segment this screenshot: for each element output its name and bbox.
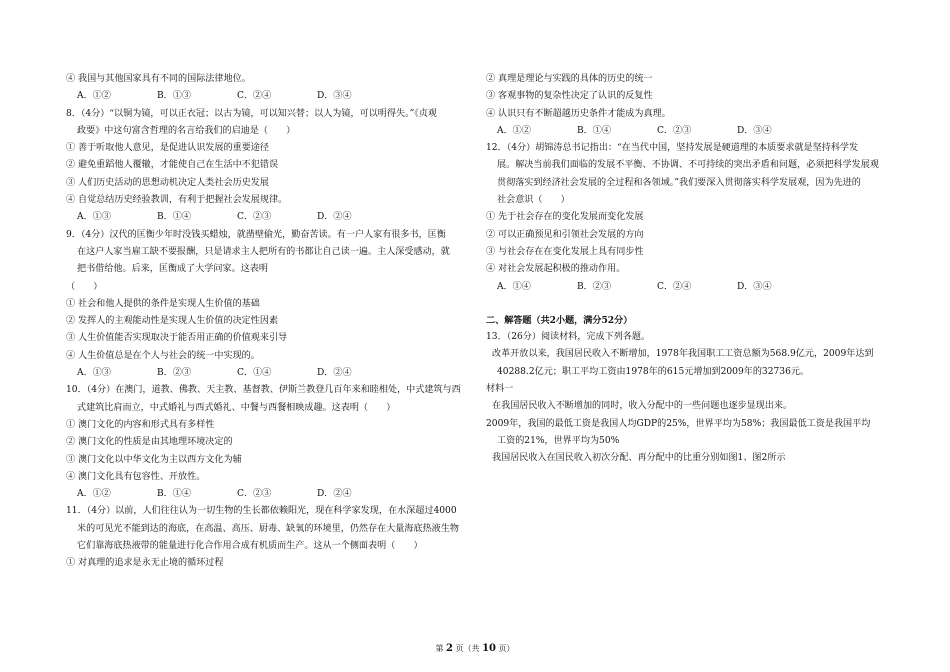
left-column: [66, 71, 471, 573]
footer-prefix: 第: [435, 644, 444, 653]
text-line: ④ 对社会发展起积极的推动作用。: [486, 264, 626, 275]
text-line: 材料一: [486, 384, 514, 395]
footer-total-pages: 10: [482, 643, 496, 654]
answer-option: C．②③: [657, 125, 692, 136]
text-line: 式建筑比肩而立，中式婚礼与西式婚礼、中餐与西餐相映成趣。这表明（ ）: [77, 402, 396, 413]
text-line: 13．（26分）阅读材料，完成下列各题。: [486, 332, 651, 343]
text-line: 政要》中这句富含哲理的名言给我们的启迪是（ ）: [77, 125, 296, 136]
text-line: ② 真理是理论与实践的具体的历史的统一: [486, 74, 653, 84]
answer-options: [486, 123, 896, 140]
text-line: （ ）: [66, 281, 103, 292]
answer-option: D．②④: [317, 212, 352, 223]
answer-options: [66, 88, 471, 105]
answer-option: A．①②: [497, 125, 531, 136]
text-line: ② 避免重蹈他人覆辙，才能使自己在生活中不犯错误: [66, 160, 279, 171]
answer-option: B．②③: [157, 368, 191, 379]
answer-option: C．①④: [237, 368, 272, 379]
text-line: ① 善于听取他人意见，是促进认识发展的重要途径: [66, 143, 269, 154]
answer-option: B．①④: [577, 125, 611, 136]
text-line: 9．（4分）汉代的匡衡少年时没钱买蜡烛，就凿壁偷光，勤奋苦读。有一户人家有很多书，匡衡: [66, 229, 446, 240]
text-line: ① 对真理的追求是永无止境的循环过程: [66, 558, 224, 569]
answer-options: [486, 279, 896, 296]
text-line: ④ 自觉总结历史经验教训，有利于把握社会发展规律。: [66, 195, 288, 206]
text-line: ③ 与社会存在在变化发展上具有同步性: [486, 246, 644, 257]
text-line: 贯彻落实到经济社会发展的全过程和各领域。”我们要深入贯彻落实科学发展观，因为先进的: [497, 177, 861, 188]
answer-option: A．①④: [497, 281, 531, 292]
text-line: 11．（4分）以前，人们往往认为一切生物的生长都依赖阳光，现在科学家发现，在水深超过4000: [66, 506, 457, 517]
text-line: 10．（4分）在澳门，道教、佛教、天主教、基督教、伊斯兰教登几百年来和睦相处，中式建筑与西: [66, 385, 461, 396]
text-line: ② 发挥人的主观能动性是实现人生价值的决定性因素: [66, 316, 279, 327]
answer-option: D．②④: [317, 489, 352, 500]
text-line: 社会意识（ ）: [497, 195, 570, 206]
answer-option: B．①④: [157, 489, 191, 500]
answer-option: C．②③: [237, 212, 272, 223]
text-line: 在我国居民收入不断增加的同时，收入分配中的一些问题也逐步显现出来。: [492, 401, 793, 412]
answer-option: A．①③: [77, 368, 111, 379]
text-line: ④ 人生价值总是在个人与社会的统一中实现的。: [66, 350, 260, 361]
answer-option: D．③④: [737, 125, 772, 136]
answer-option: B．①③: [157, 91, 191, 102]
text-line: 改革开放以来，我国居民收入不断增加，1978年我国职工工资总额为568.9亿元，2009年达到: [492, 349, 874, 360]
text-line: ③ 人们历史活动的思想动机决定人类社会历史发展: [66, 177, 269, 188]
section-heading: 二、解答题（共2小题，满分52分）: [486, 314, 633, 326]
answer-option: D．③④: [737, 281, 772, 292]
text-line: ③ 客观事物的复杂性决定了认识的反复性: [486, 91, 653, 102]
answer-option: C．②④: [237, 91, 272, 102]
text-line: 40288.2亿元；职工平均工资由1978年的615元增加到2009年的32736元。: [497, 366, 810, 377]
answer-option: A．①②: [77, 489, 111, 500]
text-line: 2009年，我国的最低工资是我国人均GDP的25%，世界平均为58%；我国最低工资是我国平均: [486, 418, 871, 429]
text-line: ④ 澳门文化具有包容性、开放性。: [66, 471, 206, 482]
text-line: ① 澳门文化的内容和形式具有多样性: [66, 419, 215, 430]
text-line: ② 澳门文化的性质是由其地理环境决定的: [66, 437, 233, 448]
text-line: 米的可见光不能到达的海底，在高温、高压、厨毒、缺氧的环境里，仍然存在大量海底热液生物: [77, 523, 459, 534]
text-line: ① 先于社会存在的变化发展而变化发展: [486, 212, 644, 223]
text-line: ④ 我国与其他国家具有不同的国际法律地位。: [66, 74, 251, 84]
text-line: 把书借给他。后来，匡衡成了大学问家。这表明: [77, 264, 268, 275]
text-line: ④ 认识只有不断超越历史条件才能成为真理。: [486, 108, 671, 119]
answer-option: D．③④: [317, 91, 352, 102]
text-line: ① 社会和他人提供的条件是实现人生价值的基础: [66, 298, 260, 309]
answer-option: C．②④: [657, 281, 692, 292]
answer-options: [66, 209, 471, 226]
answer-option: B．①④: [157, 212, 191, 223]
text-line: 我国居民收入在国民收入初次分配、再分配中的比重分别如图1、图2所示: [492, 453, 786, 464]
footer-page-number: 2: [446, 643, 453, 654]
spacer: [486, 296, 896, 304]
text-line: ③ 澳门文化以中华文化为主以西方文化为辅: [66, 454, 242, 465]
text-line: 它们靠海底热液带的能量进行化合作用合成有机质而生产。这从一个侧面表明（ ）: [77, 541, 423, 552]
text-line: 在这户人家当雇工缺不要报酬，只是请求主人把所有的书都让自己读一遍。主人深受感动，就: [77, 246, 450, 257]
right-column: [486, 71, 896, 468]
text-line: ③ 人生价值能否实现取决于能否用正确的价值观来引导: [66, 333, 288, 344]
answer-options: [66, 365, 471, 382]
text-line: ② 可以正确预见和引领社会发展的方向: [486, 229, 644, 240]
answer-option: C．②③: [237, 489, 272, 500]
answer-option: D．②④: [317, 368, 352, 379]
page-footer: [0, 643, 950, 654]
footer-suffix: 页）: [498, 644, 515, 653]
text-line: 展。解决当前我们面临的发展不平衡、不协调、不可持续的突出矛盾和问题，必须把科学发展观: [497, 160, 879, 171]
text-line: 工资的21%，世界平均为50%: [497, 435, 620, 446]
answer-options: [66, 486, 471, 503]
footer-mid: 页（共: [455, 644, 480, 653]
text-line: 12．（4分）胡锦涛总书记指出：“在当代中国，坚持发展是硬道理的本质要求就是坚持科学发: [486, 143, 859, 154]
answer-option: A．①③: [77, 212, 111, 223]
answer-option: B．②③: [577, 281, 611, 292]
text-line: 8．（4分）“以铜为镜，可以正衣冠；以古为镜，可以知兴替；以人为镜，可以明得失。”《贞观: [66, 108, 437, 119]
answer-option: A．①②: [77, 91, 111, 102]
